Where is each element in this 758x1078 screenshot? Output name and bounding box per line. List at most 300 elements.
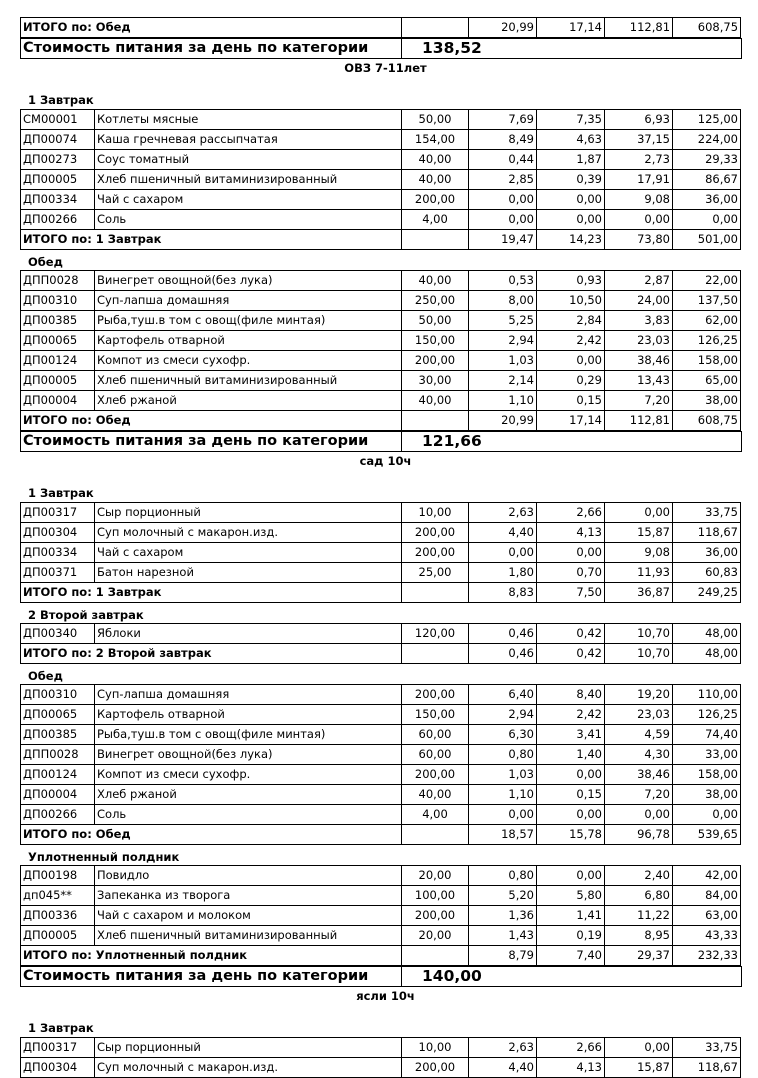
dish-quantity: 200,00 [402, 765, 469, 785]
dish-code: ДПП0028 [21, 271, 95, 291]
dish-value-1: 7,69 [469, 110, 537, 130]
dish-row [21, 391, 741, 411]
cost-table [20, 966, 742, 987]
dish-row [21, 351, 741, 371]
dish-code: дп045** [21, 886, 95, 906]
itogo-value: 608,75 [673, 18, 741, 38]
dish-value-1: 8,00 [469, 291, 537, 311]
itogo-value: 0,42 [537, 644, 605, 664]
dish-value-4: 224,00 [673, 130, 741, 150]
itogo-value: 36,87 [605, 583, 673, 603]
itogo-value: 7,40 [537, 946, 605, 966]
meal-title: Обед [28, 669, 63, 683]
cost-row [21, 432, 742, 452]
dish-value-4: 0,00 [673, 805, 741, 825]
dish-name: Суп молочный с макарон.изд. [95, 523, 402, 543]
dish-value-4: 126,25 [673, 705, 741, 725]
dish-name: Компот из смеси сухофр. [95, 765, 402, 785]
dish-value-4: 38,00 [673, 785, 741, 805]
dish-name: Батон нарезной [95, 563, 402, 583]
dish-value-1: 2,94 [469, 705, 537, 725]
dish-value-2: 3,41 [537, 725, 605, 745]
dish-value-4: 43,33 [673, 926, 741, 946]
dish-value-4: 33,75 [673, 503, 741, 523]
itogo-qty-empty [402, 411, 469, 431]
dish-value-3: 11,22 [605, 906, 673, 926]
dish-value-3: 13,43 [605, 371, 673, 391]
dish-quantity: 200,00 [402, 523, 469, 543]
dish-value-1: 1,36 [469, 906, 537, 926]
dish-value-2: 0,19 [537, 926, 605, 946]
dish-code: ДП00336 [21, 906, 95, 926]
itogo-value: 232,33 [673, 946, 741, 966]
dish-value-4: 137,50 [673, 291, 741, 311]
dish-value-2: 0,00 [537, 351, 605, 371]
meal-title: 1 Завтрак [28, 1021, 94, 1035]
cost-value: 140,00 [402, 967, 742, 987]
dish-row [21, 503, 741, 523]
dish-value-3: 7,20 [605, 391, 673, 411]
itogo-label: ИТОГО по: 1 Завтрак [21, 230, 402, 250]
dish-name: Чай с сахаром [95, 543, 402, 563]
dish-name: Хлеб ржаной [95, 785, 402, 805]
dish-value-3: 8,95 [605, 926, 673, 946]
meal-table [20, 684, 741, 845]
dish-value-4: 74,40 [673, 725, 741, 745]
dish-value-2: 2,84 [537, 311, 605, 331]
dish-value-3: 0,00 [605, 1038, 673, 1058]
dish-value-2: 4,13 [537, 523, 605, 543]
dish-row [21, 271, 741, 291]
dish-quantity: 200,00 [402, 190, 469, 210]
dish-value-1: 5,25 [469, 311, 537, 331]
itogo-value: 19,47 [469, 230, 537, 250]
dish-name: Котлеты мясные [95, 110, 402, 130]
dish-value-2: 10,50 [537, 291, 605, 311]
dish-name: Повидло [95, 866, 402, 886]
dish-row [21, 563, 741, 583]
itogo-label: ИТОГО по: Уплотненный полдник [21, 946, 402, 966]
dish-code: ДП00334 [21, 543, 95, 563]
dish-value-4: 36,00 [673, 190, 741, 210]
dish-value-2: 0,39 [537, 170, 605, 190]
itogo-value: 18,57 [469, 825, 537, 845]
dish-row [21, 150, 741, 170]
dish-name: Соль [95, 210, 402, 230]
dish-row [21, 765, 741, 785]
dish-row [21, 886, 741, 906]
meal-table [20, 623, 741, 664]
dish-value-3: 15,87 [605, 523, 673, 543]
dish-row [21, 906, 741, 926]
dish-value-2: 0,00 [537, 210, 605, 230]
dish-value-3: 17,91 [605, 170, 673, 190]
dish-value-3: 6,80 [605, 886, 673, 906]
dish-code: ДП00005 [21, 371, 95, 391]
dish-value-1: 1,80 [469, 563, 537, 583]
dish-code: ДП00266 [21, 210, 95, 230]
itogo-value: 48,00 [673, 644, 741, 664]
category-title: ясли 10ч [356, 989, 415, 1003]
dish-row [21, 705, 741, 725]
dish-value-2: 7,35 [537, 110, 605, 130]
dish-value-1: 2,94 [469, 331, 537, 351]
menu-report [20, 17, 741, 1078]
dish-quantity: 100,00 [402, 886, 469, 906]
dish-quantity: 200,00 [402, 1058, 469, 1078]
dish-row [21, 543, 741, 563]
itogo-value: 112,81 [605, 411, 673, 431]
dish-value-1: 2,85 [469, 170, 537, 190]
dish-code: ДП00304 [21, 1058, 95, 1078]
dish-name: Суп-лапша домашняя [95, 291, 402, 311]
dish-value-1: 0,00 [469, 210, 537, 230]
dish-quantity: 40,00 [402, 785, 469, 805]
itogo-qty-empty [402, 946, 469, 966]
dish-quantity: 200,00 [402, 685, 469, 705]
dish-name: Соль [95, 805, 402, 825]
dish-name: Соус томатный [95, 150, 402, 170]
dish-code: ДП00074 [21, 130, 95, 150]
dish-code: ДПП0028 [21, 745, 95, 765]
dish-quantity: 4,00 [402, 805, 469, 825]
dish-code: ДП00273 [21, 150, 95, 170]
dish-value-1: 0,53 [469, 271, 537, 291]
cost-value: 121,66 [402, 432, 742, 452]
dish-value-4: 33,75 [673, 1038, 741, 1058]
meal-title: 1 Завтрак [28, 486, 94, 500]
itogo-row [21, 946, 741, 966]
dish-value-1: 1,10 [469, 785, 537, 805]
category-title: сад 10ч [359, 454, 412, 468]
dish-row [21, 110, 741, 130]
dish-name: Суп-лапша домашняя [95, 685, 402, 705]
dish-name: Чай с сахаром и молоком [95, 906, 402, 926]
dish-code: ДП00317 [21, 1038, 95, 1058]
dish-value-4: 48,00 [673, 624, 741, 644]
cost-row [21, 967, 742, 987]
dish-quantity: 40,00 [402, 271, 469, 291]
meal-table [20, 1037, 741, 1078]
dish-quantity: 10,00 [402, 503, 469, 523]
dish-name: Каша гречневая рассыпчатая [95, 130, 402, 150]
dish-code: ДП00317 [21, 503, 95, 523]
itogo-value: 608,75 [673, 411, 741, 431]
itogo-value: 539,65 [673, 825, 741, 845]
dish-value-3: 2,40 [605, 866, 673, 886]
dish-value-3: 2,87 [605, 271, 673, 291]
dish-value-1: 8,49 [469, 130, 537, 150]
dish-value-3: 15,87 [605, 1058, 673, 1078]
meal-title: Уплотненный полдник [28, 850, 180, 864]
dish-value-1: 2,63 [469, 503, 537, 523]
itogo-label: ИТОГО по: 1 Завтрак [21, 583, 402, 603]
dish-value-2: 4,13 [537, 1058, 605, 1078]
itogo-value: 14,23 [537, 230, 605, 250]
dish-value-3: 4,30 [605, 745, 673, 765]
dish-quantity: 60,00 [402, 725, 469, 745]
itogo-qty-empty [402, 825, 469, 845]
dish-value-1: 2,14 [469, 371, 537, 391]
dish-code: ДП00004 [21, 785, 95, 805]
itogo-value: 20,99 [469, 411, 537, 431]
dish-code: ДП00304 [21, 523, 95, 543]
top-itogo-table [20, 17, 741, 38]
dish-value-3: 0,00 [605, 805, 673, 825]
dish-value-1: 0,00 [469, 543, 537, 563]
dish-quantity: 25,00 [402, 563, 469, 583]
itogo-label: ИТОГО по: Обед [21, 411, 402, 431]
dish-value-4: 118,67 [673, 523, 741, 543]
dish-code: ДП00004 [21, 391, 95, 411]
dish-row [21, 926, 741, 946]
dish-value-1: 0,46 [469, 624, 537, 644]
dish-value-4: 38,00 [673, 391, 741, 411]
dish-value-3: 0,00 [605, 210, 673, 230]
dish-quantity: 150,00 [402, 705, 469, 725]
dish-value-3: 19,20 [605, 685, 673, 705]
dish-value-1: 6,40 [469, 685, 537, 705]
dish-value-2: 2,66 [537, 1038, 605, 1058]
itogo-qty-empty [402, 230, 469, 250]
itogo-value: 249,25 [673, 583, 741, 603]
itogo-row [21, 230, 741, 250]
itogo-value: 8,83 [469, 583, 537, 603]
dish-row [21, 866, 741, 886]
dish-code: ДП00371 [21, 563, 95, 583]
dish-value-4: 158,00 [673, 765, 741, 785]
dish-row [21, 130, 741, 150]
dish-code: ДП00334 [21, 190, 95, 210]
dish-quantity: 4,00 [402, 210, 469, 230]
itogo-value: 29,37 [605, 946, 673, 966]
dish-value-4: 126,25 [673, 331, 741, 351]
category-title: ОВЗ 7-11лет [344, 61, 427, 75]
dish-row [21, 291, 741, 311]
dish-value-4: 63,00 [673, 906, 741, 926]
dish-row [21, 311, 741, 331]
itogo-row [21, 644, 741, 664]
dish-quantity: 200,00 [402, 543, 469, 563]
cost-table [20, 38, 742, 59]
dish-name: Рыба,туш.в том с овощ(филе минтая) [95, 311, 402, 331]
dish-name: Хлеб пшеничный витаминизированный [95, 170, 402, 190]
dish-value-1: 4,40 [469, 523, 537, 543]
itogo-qty-empty [402, 583, 469, 603]
dish-quantity: 30,00 [402, 371, 469, 391]
cost-label: Стоимость питания за день по категории [21, 39, 402, 59]
dish-code: ДП00065 [21, 705, 95, 725]
dish-row [21, 1058, 741, 1078]
dish-value-2: 1,87 [537, 150, 605, 170]
dish-name: Сыр порционный [95, 503, 402, 523]
dish-name: Чай с сахаром [95, 190, 402, 210]
dish-code: ДП00385 [21, 311, 95, 331]
dish-code: ДП00266 [21, 805, 95, 825]
dish-quantity: 50,00 [402, 110, 469, 130]
dish-name: Хлеб пшеничный витаминизированный [95, 371, 402, 391]
itogo-value: 8,79 [469, 946, 537, 966]
dish-value-3: 10,70 [605, 624, 673, 644]
dish-value-1: 0,44 [469, 150, 537, 170]
dish-value-4: 60,83 [673, 563, 741, 583]
dish-value-3: 6,93 [605, 110, 673, 130]
dish-value-1: 0,00 [469, 190, 537, 210]
dish-quantity: 40,00 [402, 150, 469, 170]
dish-value-1: 0,80 [469, 866, 537, 886]
dish-value-2: 2,42 [537, 331, 605, 351]
dish-name: Суп молочный с макарон.изд. [95, 1058, 402, 1078]
dish-value-1: 0,00 [469, 805, 537, 825]
dish-row [21, 805, 741, 825]
dish-value-4: 84,00 [673, 886, 741, 906]
dish-row [21, 331, 741, 351]
dish-value-3: 38,46 [605, 351, 673, 371]
dish-value-2: 0,42 [537, 624, 605, 644]
itogo-value: 73,80 [605, 230, 673, 250]
dish-value-2: 0,00 [537, 765, 605, 785]
dish-value-2: 2,66 [537, 503, 605, 523]
dish-name: Картофель отварной [95, 331, 402, 351]
cost-row [21, 39, 742, 59]
dish-value-4: 36,00 [673, 543, 741, 563]
itogo-value: 96,78 [605, 825, 673, 845]
dish-name: Яблоки [95, 624, 402, 644]
dish-value-2: 4,63 [537, 130, 605, 150]
dish-value-2: 0,70 [537, 563, 605, 583]
dish-code: ДП00385 [21, 725, 95, 745]
dish-quantity: 250,00 [402, 291, 469, 311]
dish-row [21, 170, 741, 190]
dish-value-3: 37,15 [605, 130, 673, 150]
dish-quantity: 120,00 [402, 624, 469, 644]
itogo-qty-empty [402, 644, 469, 664]
dish-value-2: 0,15 [537, 785, 605, 805]
dish-value-4: 158,00 [673, 351, 741, 371]
dish-code: ДП00124 [21, 765, 95, 785]
dish-value-4: 65,00 [673, 371, 741, 391]
dish-name: Сыр порционный [95, 1038, 402, 1058]
dish-row [21, 371, 741, 391]
itogo-value: 20,99 [469, 18, 537, 38]
dish-value-1: 2,63 [469, 1038, 537, 1058]
dish-value-1: 1,03 [469, 351, 537, 371]
dish-value-3: 2,73 [605, 150, 673, 170]
dish-row [21, 210, 741, 230]
dish-name: Винегрет овощной(без лука) [95, 271, 402, 291]
meal-table [20, 865, 741, 966]
itogo-value: 17,14 [537, 18, 605, 38]
dish-value-3: 9,08 [605, 543, 673, 563]
itogo-label: ИТОГО по: 2 Второй завтрак [21, 644, 402, 664]
itogo-row [21, 18, 741, 38]
dish-value-3: 38,46 [605, 765, 673, 785]
meal-title: Обед [28, 255, 63, 269]
dish-row [21, 745, 741, 765]
dish-value-4: 86,67 [673, 170, 741, 190]
itogo-value: 501,00 [673, 230, 741, 250]
dish-value-2: 0,00 [537, 543, 605, 563]
dish-code: ДП00005 [21, 926, 95, 946]
categories-container [20, 59, 741, 1078]
meal-title: 2 Второй завтрак [28, 608, 144, 622]
dish-value-1: 1,10 [469, 391, 537, 411]
dish-value-2: 5,80 [537, 886, 605, 906]
dish-value-3: 11,93 [605, 563, 673, 583]
meal-table [20, 270, 741, 431]
cost-label: Стоимость питания за день по категории [21, 967, 402, 987]
dish-row [21, 685, 741, 705]
dish-quantity: 50,00 [402, 311, 469, 331]
dish-quantity: 154,00 [402, 130, 469, 150]
dish-value-2: 2,42 [537, 705, 605, 725]
itogo-value: 112,81 [605, 18, 673, 38]
dish-value-4: 110,00 [673, 685, 741, 705]
dish-row [21, 785, 741, 805]
itogo-qty-empty [402, 18, 469, 38]
cost-label: Стоимость питания за день по категории [21, 432, 402, 452]
itogo-value: 15,78 [537, 825, 605, 845]
meal-title: 1 Завтрак [28, 93, 94, 107]
dish-code: ДП00005 [21, 170, 95, 190]
dish-name: Рыба,туш.в том с овощ(филе минтая) [95, 725, 402, 745]
dish-value-3: 0,00 [605, 503, 673, 523]
dish-row [21, 190, 741, 210]
dish-name: Хлеб пшеничный витаминизированный [95, 926, 402, 946]
dish-value-1: 0,80 [469, 745, 537, 765]
dish-value-2: 0,93 [537, 271, 605, 291]
dish-name: Картофель отварной [95, 705, 402, 725]
itogo-value: 17,14 [537, 411, 605, 431]
dish-value-1: 4,40 [469, 1058, 537, 1078]
dish-value-4: 125,00 [673, 110, 741, 130]
dish-value-2: 1,40 [537, 745, 605, 765]
dish-value-4: 22,00 [673, 271, 741, 291]
dish-value-3: 9,08 [605, 190, 673, 210]
dish-quantity: 10,00 [402, 1038, 469, 1058]
dish-value-3: 4,59 [605, 725, 673, 745]
itogo-row [21, 411, 741, 431]
dish-value-4: 42,00 [673, 866, 741, 886]
dish-code: ДП00310 [21, 291, 95, 311]
dish-value-1: 1,43 [469, 926, 537, 946]
dish-value-4: 118,67 [673, 1058, 741, 1078]
dish-value-3: 23,03 [605, 331, 673, 351]
dish-code: ДП00340 [21, 624, 95, 644]
dish-value-2: 8,40 [537, 685, 605, 705]
dish-value-4: 29,33 [673, 150, 741, 170]
dish-value-4: 62,00 [673, 311, 741, 331]
itogo-label: ИТОГО по: Обед [21, 825, 402, 845]
dish-value-2: 0,00 [537, 190, 605, 210]
dish-value-2: 1,41 [537, 906, 605, 926]
itogo-value: 7,50 [537, 583, 605, 603]
dish-name: Хлеб ржаной [95, 391, 402, 411]
itogo-value: 0,46 [469, 644, 537, 664]
dish-code: ДП00198 [21, 866, 95, 886]
dish-quantity: 150,00 [402, 331, 469, 351]
dish-name: Компот из смеси сухофр. [95, 351, 402, 371]
meal-table [20, 502, 741, 603]
dish-value-1: 5,20 [469, 886, 537, 906]
dish-value-2: 0,00 [537, 805, 605, 825]
dish-row [21, 1038, 741, 1058]
cost-value: 138,52 [402, 39, 742, 59]
dish-quantity: 60,00 [402, 745, 469, 765]
dish-name: Винегрет овощной(без лука) [95, 745, 402, 765]
dish-code: ДП00310 [21, 685, 95, 705]
dish-quantity: 20,00 [402, 866, 469, 886]
